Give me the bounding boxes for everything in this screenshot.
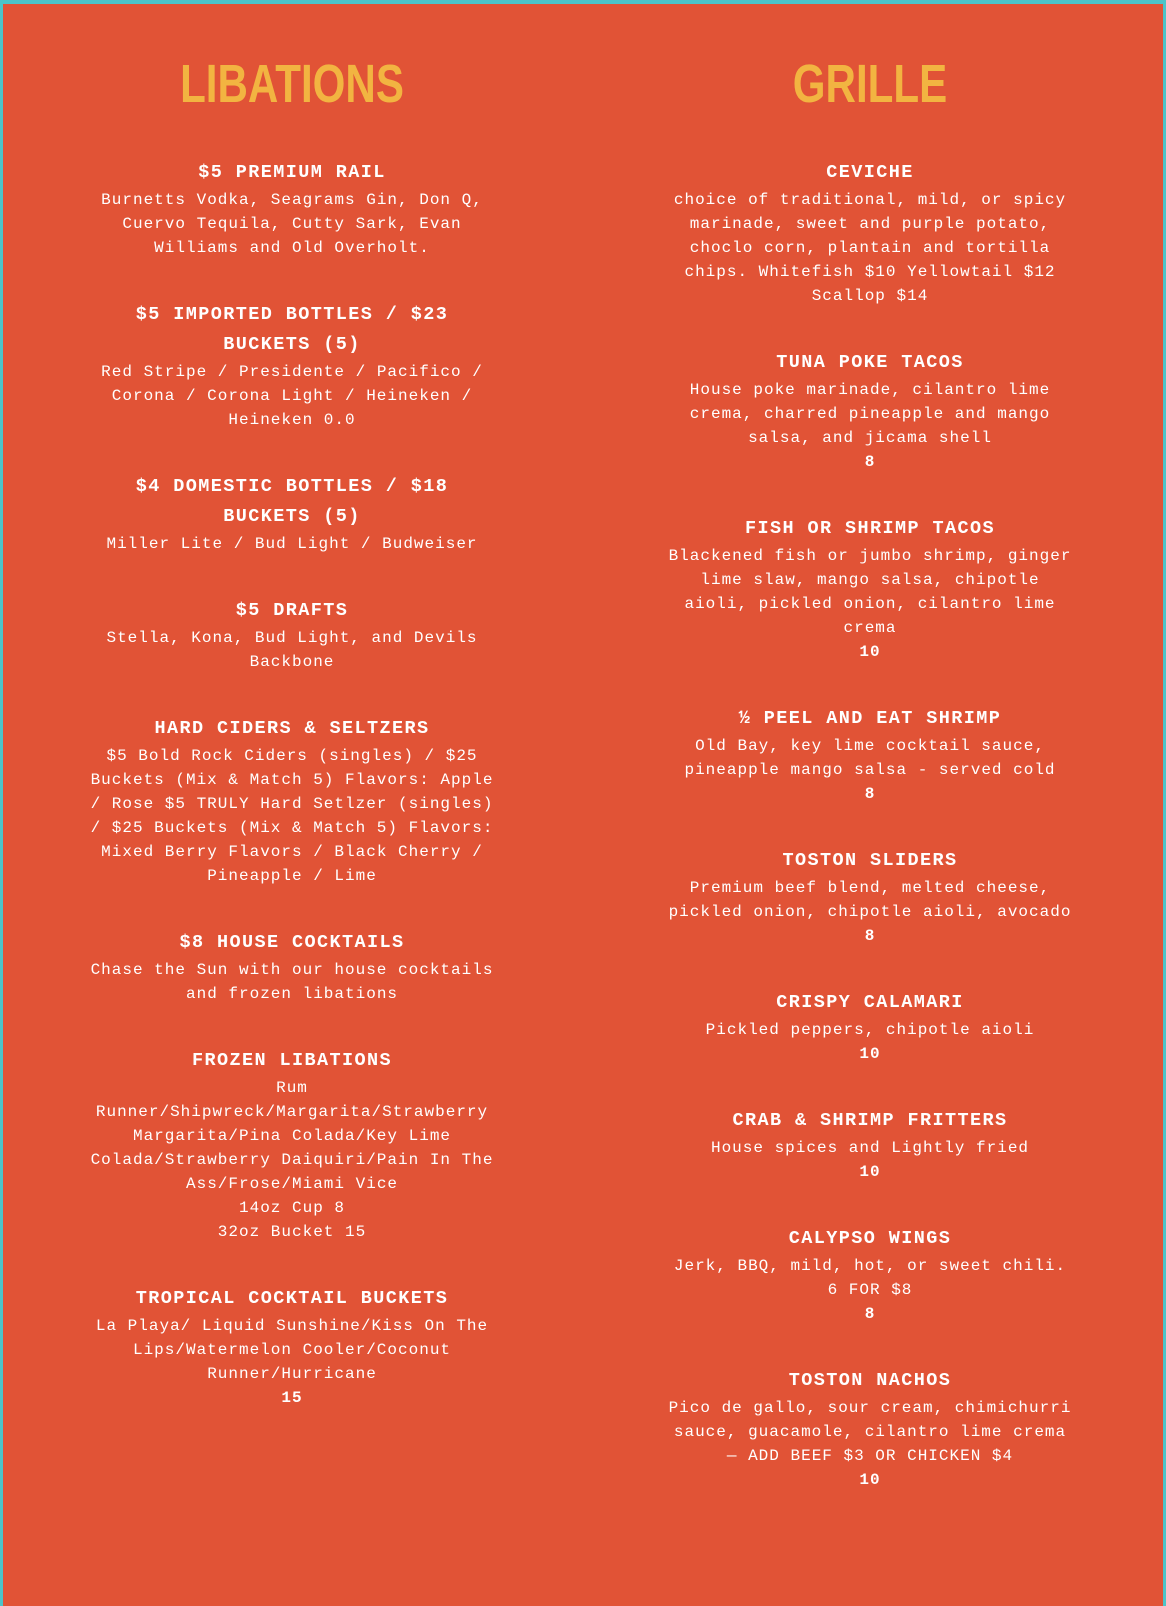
item-description: choice of traditional, mild, or spicy marinade, sweet and purple potato, choclo corn, plantain and tortilla chips. Whitefish $10 Yellowtail $12 Scallop $14: [673, 191, 1067, 305]
item-price: 8: [864, 927, 876, 945]
menu-item: [77, 1284, 507, 1410]
item-description: Rum Runner/Shipwreck/Margarita/Strawberry Margarita/Pina Colada/Key Lime Colada/Strawberry Daiquiri/Pain In The Ass/Frose/Miami Vice 14oz Cup 8 32oz Bucket 15: [90, 1079, 494, 1241]
menu-item: [655, 158, 1085, 308]
item-description: Premium beef blend, melted cheese, pickled onion, chipotle aioli, avocado: [668, 879, 1072, 921]
item-price: 8: [864, 453, 876, 471]
menu-item: [655, 514, 1085, 664]
item-title: CRISPY CALAMARI: [776, 992, 964, 1013]
item-title: HARD CIDERS & SELTZERS: [154, 718, 430, 739]
item-title: CALYPSO WINGS: [788, 1228, 952, 1249]
item-price: 10: [859, 643, 881, 661]
item-description: $5 Bold Rock Ciders (singles) / $25 Buckets (Mix & Match 5) Flavors: Apple / Rose $5 TRULY Hard Setlzer (singles) / $25 Buckets (Mix & Match 5) Flavors: Mixed Berry Flavors / Black Cherry / Pineapple / Lime: [90, 747, 494, 885]
menu-item: [655, 348, 1085, 474]
grille-column: [655, 4, 1085, 1532]
menu-item: [655, 846, 1085, 948]
libations-column: [77, 4, 507, 1450]
item-description: Burnetts Vodka, Seagrams Gin, Don Q, Cuervo Tequila, Cutty Sark, Evan Williams and Old Overholt.: [101, 191, 483, 257]
item-description: House poke marinade, cilantro lime crema, charred pineapple and mango salsa, and jicama shell: [689, 381, 1051, 447]
item-price: 10: [859, 1045, 881, 1063]
item-title: $5 DRAFTS: [235, 600, 349, 621]
item-title: $5 IMPORTED BOTTLES / $23 BUCKETS (5): [135, 304, 449, 355]
item-title: TUNA POKE TACOS: [776, 352, 964, 373]
item-price: 15: [281, 1389, 303, 1407]
item-title: TOSTON NACHOS: [788, 1370, 952, 1391]
menu-item: [77, 158, 507, 260]
grille-heading: GRILLE: [792, 54, 948, 114]
menu-item: [77, 300, 507, 432]
menu-panel: [3, 4, 1163, 1606]
menu-item: [77, 1046, 507, 1244]
item-description: La Playa/ Liquid Sunshine/Kiss On The Lips/Watermelon Cooler/Coconut Runner/Hurricane: [95, 1317, 489, 1383]
item-price: 8: [864, 1305, 876, 1323]
menu-item: [77, 714, 507, 888]
item-title: CEVICHE: [826, 162, 914, 183]
item-description: Miller Lite / Bud Light / Budweiser: [106, 535, 478, 553]
item-title: FROZEN LIBATIONS: [191, 1050, 393, 1071]
menu-item: [655, 704, 1085, 806]
menu-item: [655, 1106, 1085, 1184]
item-title: FISH OR SHRIMP TACOS: [744, 518, 996, 539]
libations-heading: LIBATIONS: [180, 54, 404, 114]
item-description: Pickled peppers, chipotle aioli: [705, 1021, 1035, 1039]
item-description: Jerk, BBQ, mild, hot, or sweet chili. 6 FOR $8: [673, 1257, 1067, 1299]
item-title: ½ PEEL AND EAT SHRIMP: [738, 708, 1002, 729]
menu-item: [655, 988, 1085, 1066]
menu-item: [77, 596, 507, 674]
item-description: Stella, Kona, Bud Light, and Devils Backbone: [106, 629, 478, 671]
item-title: TROPICAL COCKTAIL BUCKETS: [135, 1288, 449, 1309]
item-description: Red Stripe / Presidente / Pacifico / Corona / Corona Light / Heineken / Heineken 0.0: [101, 363, 483, 429]
item-title: TOSTON SLIDERS: [782, 850, 958, 871]
item-description: Old Bay, key lime cocktail sauce, pineapple mango salsa - served cold: [684, 737, 1056, 779]
item-title: CRAB & SHRIMP FRITTERS: [732, 1110, 1008, 1131]
item-description: House spices and Lightly fried: [710, 1139, 1030, 1157]
item-description: Chase the Sun with our house cocktails and frozen libations: [90, 961, 494, 1003]
menu-item: [655, 1366, 1085, 1492]
menu-item: [655, 1224, 1085, 1326]
item-price: 8: [864, 785, 876, 803]
menu-item: [77, 928, 507, 1006]
item-description: Blackened fish or jumbo shrimp, ginger lime slaw, mango salsa, chipotle aioli, pickled onion, cilantro lime crema: [668, 547, 1072, 637]
item-title: $4 DOMESTIC BOTTLES / $18 BUCKETS (5): [135, 476, 449, 527]
menu-item: [77, 472, 507, 556]
item-price: 10: [859, 1471, 881, 1489]
item-title: $8 HOUSE COCKTAILS: [179, 932, 405, 953]
item-description: Pico de gallo, sour cream, chimichurri sauce, guacamole, cilantro lime crema — ADD BEEF $3 OR CHICKEN $4: [668, 1399, 1072, 1465]
item-title: $5 PREMIUM RAIL: [198, 162, 386, 183]
item-price: 10: [859, 1163, 881, 1181]
